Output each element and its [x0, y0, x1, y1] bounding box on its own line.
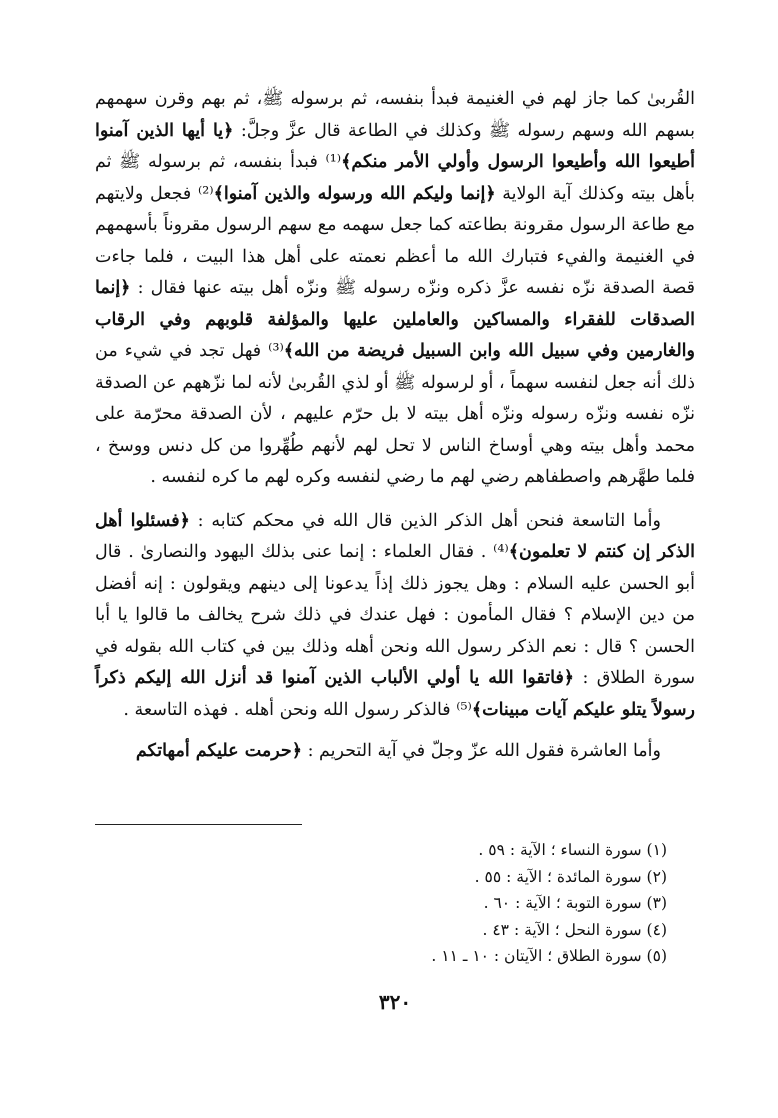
paragraph-1 [95, 84, 695, 494]
footnote-divider [95, 824, 302, 825]
paragraph-3 [95, 736, 695, 768]
book-page [95, 84, 695, 1084]
paragraph-1-text-e: ⁽²⁾ فجعل ولايتهم مع طاعة الرسول مقرونة بطاعته كما جعل سهمه مع سهم الرسول مقروناً بأسهمهم في الغنيمة والفيء فتبارك الله ما أعظم نعمته على أهل هذا البيت ، فلما جاءت قصة الصدقة نزّه نفسه عزَّ ذكره ونزّه رسوله ﷺ ونزّه أهل بيته عنها فقال : [95, 183, 695, 298]
paragraph-2 [95, 506, 695, 727]
quran-verse-2: ﴿إنما وليكم الله ورسوله والذين آمنوا﴾ [213, 183, 496, 204]
quran-verse-5: ﴿فاتقوا الله يا أولي الألباب الذين آمنوا قد أنزل الله إليكم ذكراً رسولاً يتلو عليكم آيات مبينات﴾ [95, 668, 695, 720]
footnotes-list [267, 837, 667, 970]
footnote-4: (٤) سورة النحل ؛ الآية : ٤٣ . [482, 920, 667, 939]
quran-verse-6: ﴿حرمت عليكم أمهاتكم [135, 741, 303, 761]
paragraph-2-text-e: ⁽⁵⁾ فالذكر رسول الله ونحن أهله . فهذه التاسعة . [123, 699, 472, 720]
paragraph-1-text-g: ⁽³⁾ فهل تجد في شيء من ذلك أنه جعل لنفسه سهماً ، أو لرسوله ﷺ أو لذي القُربىٰ لأنه لما نزّههم عن الصدقة نزّه نفسه ونزّه رسوله ونزّه أهل بيته لا بل حرّم عليهم ، لأن الصدقة محرّمة على محمد وأهل بيته وهي أوساخ الناس لا تحل لهم لأنهم طُهِّروا من كل دنس ووسخ ، فلما طهَّرهم واصطفاهم رضي لهم ما رضي لنفسه وكره لهم ما كره لنفسه . [95, 341, 695, 487]
paragraph-3-text-a: وأما العاشرة فقول الله عزّ وجلّ في آية التحريم : [302, 741, 661, 761]
footnote-5: (٥) سورة الطلاق ؛ الآيتان : ١٠ ـ ١١ . [431, 947, 667, 965]
page-number: ٣٢٠ [378, 990, 412, 1014]
paragraph-1-text-a: القُربىٰ كما جاز لهم في الغنيمة فبدأ بنفسه، ثم برسوله ﷺ، ثم بهم وقرن سهمهم بسهم الله وسهم رسوله ﷺ وكذلك في الطاعة قال عزَّ وجلَّ: [95, 89, 696, 141]
footnote-3: (٣) سورة التوبة ؛ الآية : ٦٠ . [483, 894, 667, 912]
quran-verse-3: ﴿إنما الصدقات للفقراء والمساكين والعاملين عليها والمؤلفة قلوبهم وفي الرقاب والغارمين وفي سبيل الله وابن السبيل فريضة من الله﴾ [95, 278, 695, 361]
footnote-2: (٢) سورة المائدة ؛ الآية : ٥٥ . [474, 867, 667, 886]
paragraph-2-text-c: ⁽⁴⁾ . فقال العلماء : إنما عنى بذلك اليهود والنصارىٰ . قال أبو الحسن عليه السلام : وهل يجوز ذلك إذاً يدعونا إلى دينهم ويقولون : إنه أفضل من دين الإسلام ؟ فقال المأمون : فهل عندك في ذلك شرح يخالف ما قالوا يا أبا الحسن ؟ قال : نعم الذكر رسول الله ونحن أهله وذلك بين في كتاب الله بقوله في سورة الطلاق : [95, 542, 695, 688]
quran-verse-4: ﴿فسئلوا أهل الذكر إن كنتم لا تعلمون﴾ [95, 510, 695, 562]
quran-verse-1: ﴿يا أيها الذين آمنوا أطيعوا الله وأطيعوا الرسول وأولي الأمر منكم﴾ [95, 120, 695, 172]
paragraph-1-text-c: ⁽¹⁾ فبدأ بنفسه، ثم برسوله ﷺ ثم بأهل بيته وكذلك آية الولاية [95, 152, 696, 204]
paragraph-2-text-a: وأما التاسعة فنحن أهل الذكر الذين قال الله في محكم كتابه : [189, 510, 661, 531]
footnote-1: (١) سورة النساء ؛ الآية : ٥٩ . [478, 841, 667, 859]
